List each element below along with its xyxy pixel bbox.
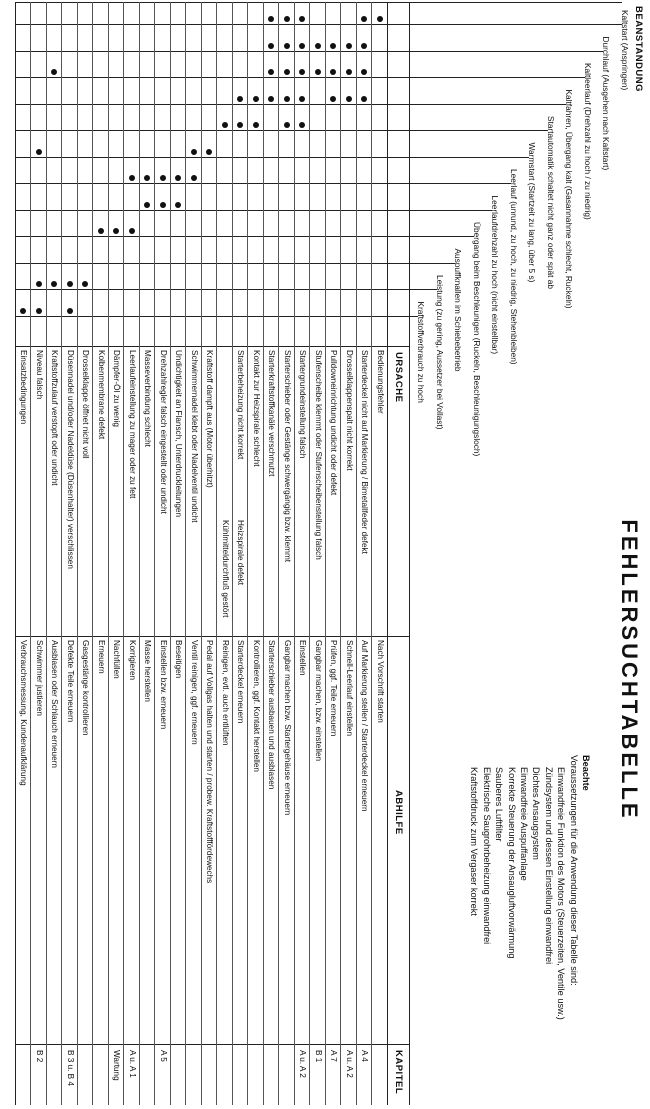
match-dot [238, 122, 244, 128]
grid-line [93, 2, 94, 1105]
abhilfe-cell: Prüfen, ggf. Teile erneuern [329, 640, 339, 737]
match-dot [362, 96, 368, 102]
kapitel-header: KAPITEL [393, 1050, 404, 1095]
ursache-header: URSACHE [393, 352, 404, 403]
grid-line [201, 2, 202, 1105]
complaint-label: Warmstart (Startzeit zu lang, über 5 s) [527, 142, 538, 283]
abhilfe-cell: Ausblasen oder Schlauch erneuern [50, 640, 60, 768]
match-dot [331, 96, 337, 102]
ursache-cell: Dämpfer-Öl zu wenig [112, 350, 122, 427]
grid-line [279, 2, 280, 1105]
ursache-cell: Starterschieber oder Gestänge schwergängig bzw. klemmt [283, 350, 292, 563]
match-dot [52, 69, 58, 75]
match-dot [284, 43, 290, 49]
kapitel-cell: A u. A 1 [128, 1050, 137, 1078]
grid-line [294, 2, 295, 1105]
grid-line [16, 1044, 410, 1045]
complaint-label: Durchlauf (Ausgehen nach Kaltstart) [601, 36, 612, 171]
abhilfe-cell: Starterschieber ausbauen und ausblasen [267, 640, 277, 790]
ursache-sub-cell: Heizspirale defekt [236, 520, 246, 586]
grid-line [387, 2, 388, 1105]
complaint-label: Leerlauf (unrund, zu hoch, zu niedrig, Stehenbleiben) [509, 169, 519, 365]
grid-line [77, 2, 78, 1105]
match-dot [129, 228, 135, 234]
kapitel-cell: A 5 [159, 1050, 168, 1062]
match-dot [36, 281, 42, 287]
kapitel-cell: A 4 [360, 1050, 370, 1062]
ursache-cell: Masseverbindung schlecht [143, 350, 153, 447]
match-dot [160, 175, 166, 181]
grid-line [16, 130, 548, 131]
grid-line [16, 2, 622, 3]
abhilfe-cell: Erneuern [97, 640, 106, 674]
grid-line [31, 2, 32, 1105]
kapitel-cell: B 1 [314, 1050, 323, 1063]
match-dot [362, 16, 368, 22]
abhilfe-cell: Korrigieren [128, 640, 137, 681]
grid-line [155, 2, 156, 1105]
notes-intro: Voraussetzungen für die Anwendung dieser Tabelle sind: [568, 755, 579, 986]
kapitel-cell: B 2 [35, 1050, 44, 1063]
match-dot [253, 96, 259, 102]
abhilfe-cell: Ventil reinigen, ggf. erneuern [190, 640, 199, 745]
grid-line [46, 2, 47, 1105]
ursache-cell: Kontakt zur Heizspirale schlecht [252, 350, 261, 467]
ursache-cell: Drosselklappe öffnet nicht voll [81, 350, 91, 459]
match-dot [222, 122, 228, 128]
ursache-cell: Einsatzbedingungen [19, 350, 29, 425]
page-title: FEHLERSUCHTABELLE [617, 519, 642, 821]
notes-list [468, 755, 567, 1105]
grid-line [310, 2, 311, 1105]
match-dot [300, 16, 306, 22]
match-dot [362, 43, 368, 49]
grid-line [186, 2, 187, 1105]
match-dot [269, 69, 275, 75]
complaint-label: Auspuffknallen im Schiebebetrieb [453, 248, 464, 372]
grid-line [124, 2, 125, 1105]
notes-item: Einwandfreie Auspuffanlage [518, 767, 529, 881]
match-dot [36, 308, 42, 314]
match-dot [269, 43, 275, 49]
notes-item: Dichtes Ansaugsystem [531, 767, 542, 860]
match-dot [207, 149, 213, 155]
grid-line [372, 2, 373, 1105]
abhilfe-cell: Gasgestänge kontrollieren [81, 640, 91, 736]
grid-line [15, 2, 16, 1105]
match-dot [300, 69, 306, 75]
ursache-cell: Kraftstoff dampft aus (Motor überhitzt) [205, 350, 215, 488]
notes-box [468, 755, 592, 1105]
ursache-cell: Schwimmernadel klebt oder Nadelventil undicht [190, 350, 199, 523]
grid-line [16, 636, 410, 637]
notes-item: Elektrische Saugrohrbeheizung einwandfrei [481, 767, 492, 945]
kapitel-cell: B 3 u. B 4 [66, 1050, 75, 1086]
abhilfe-cell: Gangbar machen bzw. Startergehäuse erneuern [283, 640, 292, 816]
grid-line [16, 289, 437, 290]
abhilfe-cell: Starterdeckel erneuern [236, 640, 246, 724]
match-dot [269, 96, 275, 102]
grid-line [356, 2, 357, 1105]
match-dot [145, 175, 151, 181]
match-dot [331, 43, 337, 49]
abhilfe-cell: Masse herstellen [143, 640, 153, 702]
match-dot [284, 69, 290, 75]
match-dot [129, 175, 135, 181]
match-dot [253, 122, 259, 128]
grid-line [62, 2, 63, 1105]
match-dot [160, 202, 166, 208]
match-dot [362, 69, 368, 75]
match-dot [238, 96, 244, 102]
ursache-sub-cell: Kühlmitteldurchfluß gestört [221, 520, 230, 618]
abhilfe-cell: Einstellen bzw. erneuern [159, 640, 168, 730]
match-dot [191, 149, 197, 155]
match-dot [346, 69, 352, 75]
abhilfe-cell: Beseitigen [174, 640, 184, 679]
abhilfe-cell: Schwimmer justieren [35, 640, 44, 716]
complaint-label: Startautomatik schaltet nicht ganz oder spät ab [546, 116, 556, 289]
match-dot [67, 308, 73, 314]
ursache-cell: Bedienungsfehler [376, 350, 385, 414]
grid-line [139, 2, 140, 1105]
grid-line [325, 2, 326, 1105]
ursache-cell: Düsennadel und/oder Nadeldüse (Düsenhalter) verschlissen [66, 350, 75, 569]
grid-line [263, 2, 264, 1105]
notes-item: Kraftstoffdruck zum Vergaser korrekt [469, 767, 480, 916]
match-dot [346, 43, 352, 49]
notes-item: Einwandfreie Funktion des Motors (Steuerzeiten, Ventile usw.) [556, 767, 567, 1020]
grid-line [108, 2, 109, 1105]
grid-line [409, 2, 410, 1105]
match-dot [36, 149, 42, 155]
ursache-cell: Leerlaufeinstellung zu mager oder zu fett [128, 350, 137, 499]
match-dot [300, 122, 306, 128]
ursache-cell: Drehzahlregler falsch eingestellt oder undicht [159, 350, 168, 514]
match-dot [67, 281, 73, 287]
kapitel-cell: A u. A 2 [298, 1050, 308, 1078]
grid-line [232, 2, 233, 1105]
abhilfe-cell: Pedal auf Vollgas halten und starten / probew. Kraftstofffördewechs [205, 640, 215, 884]
notes-item: Korrekte Steuerung der Ansaugluftvorwärmung [506, 767, 517, 959]
ursache-cell: Drosselklappenspalt nicht korrekt [345, 350, 354, 471]
abhilfe-cell: Defekte Teile erneuern [66, 640, 75, 723]
match-dot [315, 69, 321, 75]
complaint-label: Leerlaufdrehzahl zu hoch (nicht einstellbar) [490, 195, 501, 355]
complaint-label: Kraftstoffverbrauch zu hoch [416, 301, 427, 403]
match-dot [176, 202, 182, 208]
abhilfe-cell: Auf Markierung stellen / Starterdeckel erneuern [360, 640, 370, 812]
abhilfe-cell: Nachfüllen [112, 640, 122, 679]
grid-line [248, 2, 249, 1105]
grid-line [217, 2, 218, 1105]
match-dot [21, 308, 27, 314]
match-dot [315, 43, 321, 49]
abhilfe-cell: Verbrauchsmessung, Kundenaufklärung [19, 640, 29, 786]
match-dot [52, 281, 58, 287]
kapitel-cell: A u. A 2 [345, 1050, 354, 1078]
match-dot [83, 281, 89, 287]
match-dot [346, 96, 352, 102]
match-dot [284, 96, 290, 102]
grid-line [16, 346, 410, 347]
ursache-cell: Starterdeckel nicht auf Markierung / Bimetallfeder defekt [360, 350, 370, 554]
ursache-cell: Starterbeheizung nicht korrekt [236, 350, 246, 460]
grid-line [16, 77, 585, 78]
kapitel-cell: Wartung [112, 1050, 122, 1081]
ursache-cell: Undichtigkeit an Flansch, Unterdruckleitungen [174, 350, 184, 518]
abhilfe-cell: Einstellen [298, 640, 308, 676]
match-dot [191, 175, 197, 181]
grid-line [16, 210, 493, 211]
match-dot [269, 16, 275, 22]
complaint-label: Kaltleerlauf (Drehzahl zu hoch / zu niedrig) [583, 63, 593, 220]
ursache-cell: Starterkraftstoffkanäle verschmutzt [267, 350, 277, 477]
ursache-cell: Niveau falsch [35, 350, 44, 400]
match-dot [176, 175, 182, 181]
notes-title: Beachte [581, 755, 591, 791]
grid-line [16, 263, 456, 264]
abhilfe-cell: Nach Vorschrift starten [376, 640, 385, 723]
notes-item: Sauberes Luftfilter [494, 767, 505, 842]
grid-line [170, 2, 171, 1105]
abhilfe-cell: Reinigen, evtl. auch entlüften [221, 640, 230, 746]
match-dot [300, 43, 306, 49]
complaint-label: Leistung (zu gering, Aussetzer bei Vollast) [435, 275, 445, 430]
ursache-cell: Pulldowneinrichtung undicht oder defekt [329, 350, 339, 496]
complaint-label: Kaltstart (Anspringen) [620, 10, 630, 91]
match-dot [284, 16, 290, 22]
match-dot [331, 69, 337, 75]
grid-line [16, 24, 622, 25]
abhilfe-cell: Gangbar machen, bzw. einstellen [314, 640, 323, 762]
grid-line [341, 2, 342, 1105]
match-dot [284, 122, 290, 128]
abhilfe-cell: Schnell-Leerlauf einstellen [345, 640, 354, 737]
ursache-cell: Stufenscheibe klemmt oder Stufenscheibenstellung falsch [314, 350, 323, 560]
grid-line [16, 104, 567, 105]
notes-item: Zündsystem und dessen Einstellung einwandfrei [543, 767, 554, 965]
kapitel-cell: A 7 [329, 1050, 339, 1062]
match-dot [300, 96, 306, 102]
abhilfe-cell: Kontrollieren, ggf. Kontakt herstellen [252, 640, 261, 772]
match-dot [377, 16, 383, 22]
complaint-label: Kaltfahren, Übergang kalt (Gasannahme schlecht, Ruckeln) [564, 89, 575, 309]
complaint-label: Übergang beim Beschleunigen (Ruckeln, Beschleunigungsloch) [472, 222, 482, 457]
match-dot [98, 228, 104, 234]
ursache-cell: Kraftstoffzulauf verstopft oder undicht [50, 350, 60, 486]
abhilfe-header: ABHILFE [393, 790, 404, 835]
ursache-cell: Kolbenmembrane defekt [97, 350, 106, 440]
match-dot [145, 202, 151, 208]
grid-line [16, 236, 474, 237]
beanstandung-label: BEANSTANDUNG [633, 6, 644, 93]
ursache-cell: Startergrundeinstellung falsch [298, 350, 308, 459]
match-dot [114, 228, 120, 234]
